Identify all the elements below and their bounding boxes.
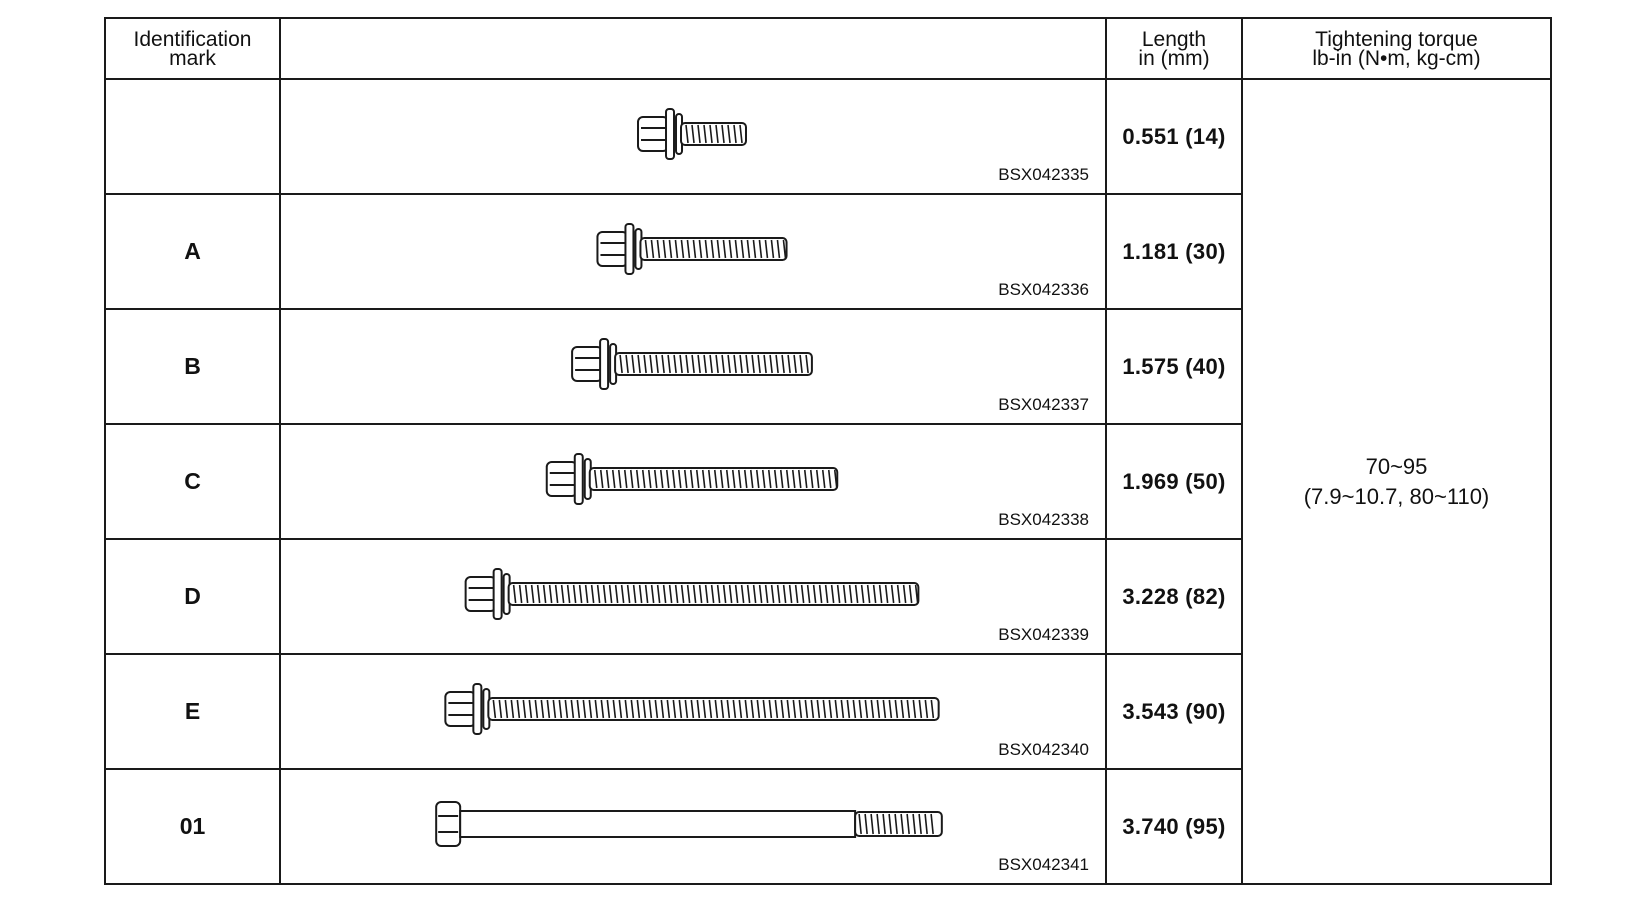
identification-mark: D [105, 539, 280, 654]
header-length: Length in (mm) [1106, 18, 1242, 79]
figure-code: BSX042340 [998, 740, 1089, 759]
plain-shank [460, 811, 855, 837]
flange [666, 109, 674, 159]
flange [494, 569, 502, 619]
table-row [105, 79, 1551, 194]
identification-mark: A [105, 194, 280, 309]
flange-bolt-icon [547, 454, 591, 504]
figure-code: BSX042339 [998, 625, 1089, 644]
flange-bolt-icon [572, 339, 616, 389]
flange-bolt-icon [638, 109, 682, 159]
bolt-illustration [281, 310, 1103, 423]
threaded-end [855, 812, 942, 836]
flange-bolt-icon [466, 569, 510, 619]
bolt-head [445, 692, 475, 726]
bolt-figure-cell [280, 194, 1106, 309]
flange-bolt-icon [445, 684, 489, 734]
figure-code: BSX042337 [998, 395, 1089, 414]
bolt-head [572, 347, 602, 381]
bolt-illustration [281, 770, 1103, 883]
identification-mark: B [105, 309, 280, 424]
identification-mark [105, 79, 280, 194]
bolt-head [597, 232, 627, 266]
identification-mark: 01 [105, 769, 280, 884]
bolt-length: 1.181 (30) [1106, 194, 1242, 309]
bolt-head [638, 117, 668, 151]
bolt-length: 1.575 (40) [1106, 309, 1242, 424]
figure-code: BSX042341 [998, 855, 1089, 874]
bolt-length: 3.543 (90) [1106, 654, 1242, 769]
bolt-head [466, 577, 496, 611]
bolt-figure-cell [280, 79, 1106, 194]
bolt-length: 3.228 (82) [1106, 539, 1242, 654]
bolt-figure-cell [280, 654, 1106, 769]
header-figure [280, 18, 1106, 79]
figure-code: BSX042336 [998, 280, 1089, 299]
bolt-illustration [281, 655, 1103, 768]
bolt-length: 1.969 (50) [1106, 424, 1242, 539]
figure-code: BSX042338 [998, 510, 1089, 529]
bolt-spec-table [104, 17, 1552, 885]
flange [473, 684, 481, 734]
bolt-length: 0.551 (14) [1106, 79, 1242, 194]
bolt-illustration [281, 195, 1103, 308]
bolt-figure-cell [280, 424, 1106, 539]
bolt-illustration [281, 80, 1103, 193]
header-tightening-torque: Tightening torque lb-in (N•m, kg-cm) [1242, 18, 1551, 79]
bolt-length: 3.740 (95) [1106, 769, 1242, 884]
figure-code: BSX042335 [998, 165, 1089, 184]
flange-bolt-icon [597, 224, 641, 274]
flange [600, 339, 608, 389]
bolt-illustration [281, 540, 1103, 653]
bolt-figure-cell [280, 769, 1106, 884]
identification-mark: C [105, 424, 280, 539]
bolt-head [436, 802, 460, 846]
flange [625, 224, 633, 274]
header-row [105, 18, 1551, 79]
flange [575, 454, 583, 504]
bolt-figure-cell [280, 309, 1106, 424]
identification-mark: E [105, 654, 280, 769]
tightening-torque-value: 70~95 (7.9~10.7, 80~110) [1242, 79, 1551, 884]
bolt-head [547, 462, 577, 496]
bolt-illustration [281, 425, 1103, 538]
hex-bolt-icon [436, 802, 460, 846]
header-identification-mark: Identification mark [105, 18, 280, 79]
bolt-figure-cell [280, 539, 1106, 654]
